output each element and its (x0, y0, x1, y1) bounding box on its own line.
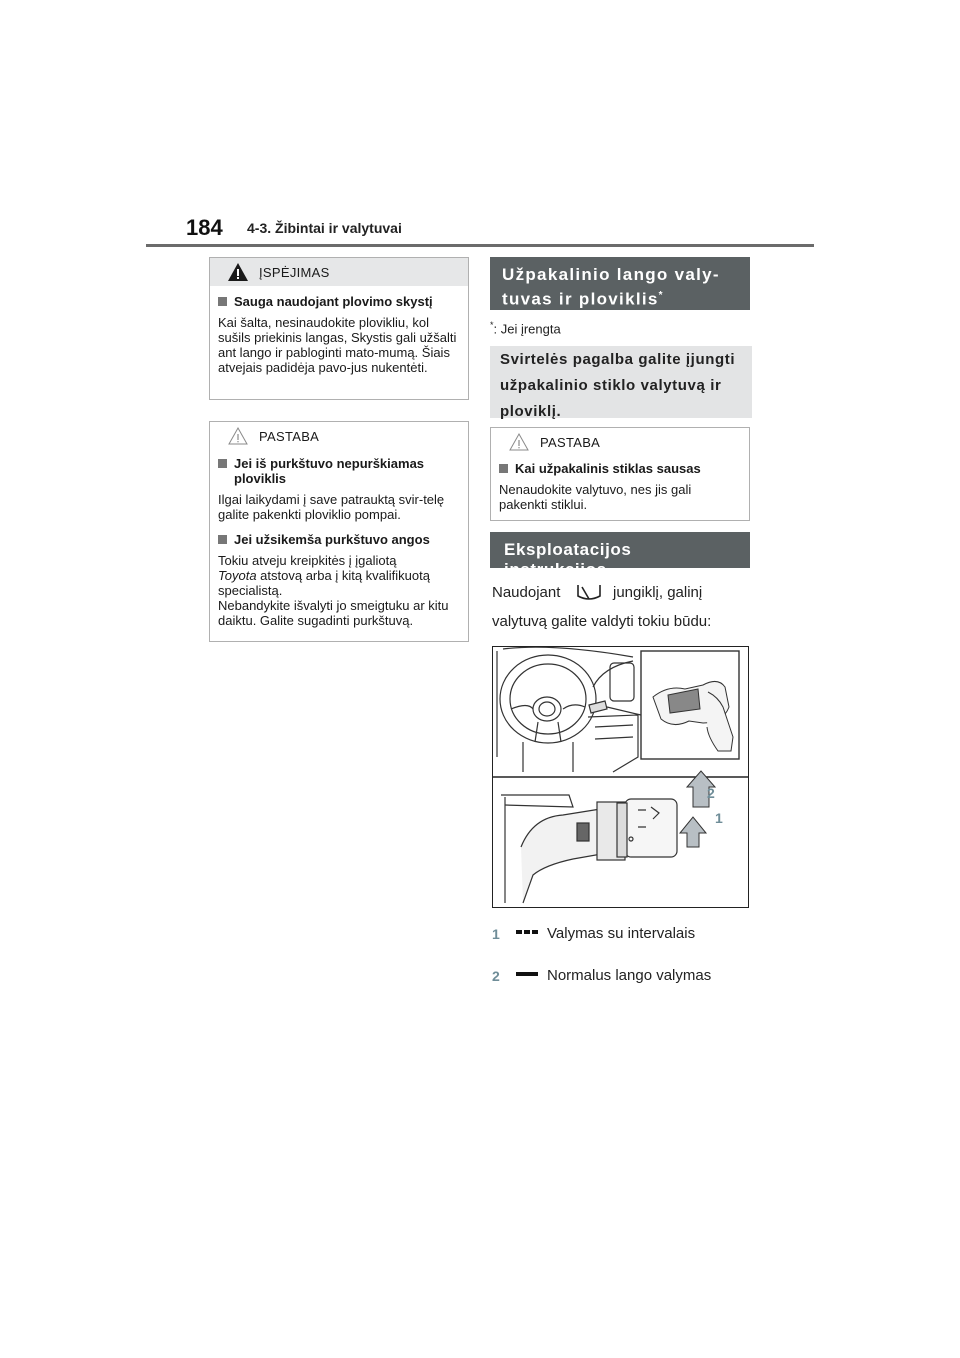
legend-number-1: 1 (492, 926, 500, 942)
notice-right-header (491, 428, 749, 456)
notice-item-1 (218, 456, 460, 486)
legend-text-2: Normalus lango valymas (547, 967, 712, 984)
notice-title: PASTABA (259, 429, 320, 444)
caution-icon (508, 432, 530, 452)
bullet-square-icon (218, 535, 227, 544)
notice-item-1-text: Ilgai laikydami į save patrauktą svir-telę galite pakenkti ploviklio pompai. (218, 492, 445, 522)
footnote-star: * (490, 320, 494, 330)
warning-item-title: Sauga naudojant plovimo skystį (234, 294, 433, 309)
notice-right-item-title: Kai užpakalinis stiklas sausas (515, 461, 701, 476)
footnote (490, 320, 561, 336)
notice-right-item (499, 461, 741, 476)
legend-number-2: 2 (492, 968, 500, 984)
dashed-line-icon (516, 930, 538, 934)
wiper-lever-figure (492, 646, 749, 908)
warning-box (209, 257, 469, 400)
notice-item-2-title: Jei užsikemša purkštuvo angos (234, 532, 430, 547)
rear-wiper-switch-icon (574, 581, 604, 605)
notice-item-2 (218, 532, 460, 547)
main-heading-star: * (658, 290, 664, 301)
lead-paragraph: Svirtelės pagalba galite įjungti užpakalinio stiklo valytuvą ir ploviklį. (490, 346, 752, 418)
intro-part-1: Naudojant (492, 584, 561, 601)
main-heading (490, 257, 750, 310)
warning-text: Kai šalta, nesinaudokite plovikliu, kol sušils priekinis langas, Skystis gali užšalti ant lango ir pabloginti mato-mumą. Šiais atvejais padidėja pavo-jus nukentėti. (218, 315, 457, 375)
bullet-square-icon (218, 459, 227, 468)
notice-item-2-text-3: Nebandykite išvalyti jo smeigtuku ar kitu daiktu. Galite sugadinti purkštuvą. (218, 598, 449, 628)
brand-name: Toyota (218, 568, 257, 583)
warning-title: ĮSPĖJIMAS (259, 265, 330, 280)
warning-box-header (210, 258, 468, 286)
bullet-square-icon (218, 297, 227, 306)
solid-line-icon (516, 972, 538, 976)
footnote-text: : Jei įrengta (493, 321, 561, 337)
notice-item-2-text (218, 553, 460, 628)
warning-item (218, 294, 460, 309)
notice-right-item-text: Nenaudokite valytuvo, nes jis gali pakenkti stiklui. (499, 482, 692, 512)
warning-icon (227, 262, 249, 282)
figure-label-2: 2 (707, 785, 715, 801)
dashboard-illustration (493, 647, 748, 907)
notice-item-2-text-1: Tokiu atveju kreipkitės į įgaliotą (218, 553, 397, 568)
notice-box-left (209, 421, 469, 642)
caution-icon (227, 426, 249, 446)
figure-label-1: 1 (715, 810, 723, 826)
page-number: 184 (186, 215, 223, 240)
intro-part-2: jungiklį, galinį (613, 584, 703, 601)
intro-line-1 (492, 584, 752, 610)
notice-box-right (490, 427, 750, 521)
main-heading-line2: tuvas ir ploviklis (502, 289, 659, 309)
notice-item-2-text-2: atstovą arba į kitą kvalifikuotą specialistą. (218, 568, 430, 598)
section-title: 4-3. Žibintai ir valytuvai (247, 220, 402, 236)
notice-right-body (491, 456, 749, 520)
notice-item-1-title: Jei iš purkštuvo nepurškiamas ploviklis (234, 456, 425, 486)
legend-item-2 (492, 967, 752, 987)
main-heading-line1: Užpakalinio lango valy- (502, 265, 720, 284)
operation-heading: Eksploatacijos instrukcijos (490, 532, 750, 568)
bullet-square-icon (499, 464, 508, 473)
legend-text-1: Valymas su intervalais (547, 925, 696, 942)
notice-box-header (210, 422, 468, 450)
warning-body (210, 286, 468, 393)
legend-item-1 (492, 925, 752, 945)
header-rule (146, 244, 814, 247)
notice-body (210, 450, 468, 636)
intro-line-2: valytuvą galite valdyti tokiu būdu: (492, 613, 712, 630)
notice-right-title: PASTABA (540, 435, 601, 450)
